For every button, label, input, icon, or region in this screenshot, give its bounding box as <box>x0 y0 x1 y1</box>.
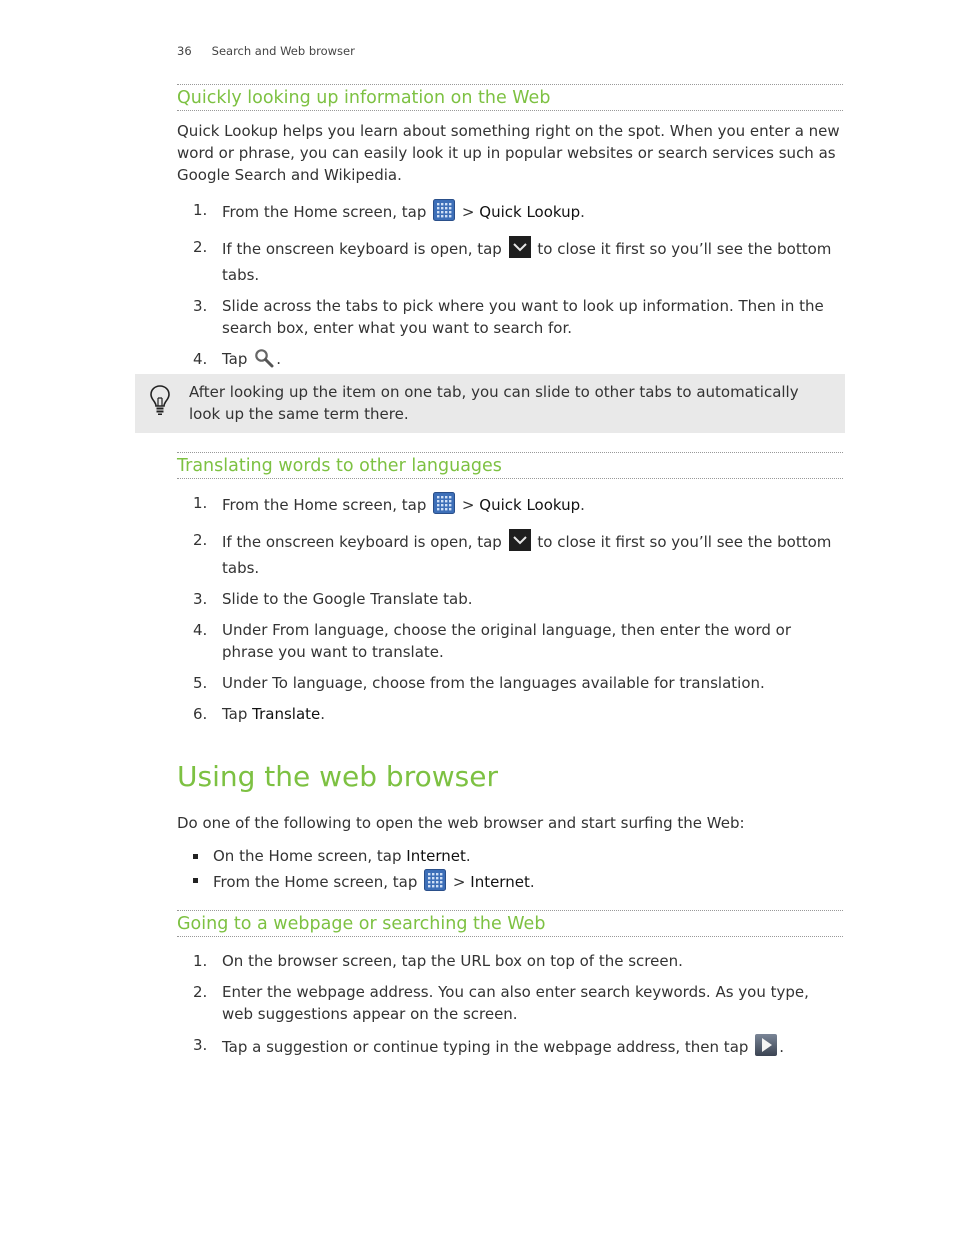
list-item: 3. Slide to the Google Translate tab. <box>193 590 473 608</box>
divider <box>177 84 843 85</box>
all-apps-icon <box>433 492 455 520</box>
keyboard-hide-icon <box>509 529 531 557</box>
page-number: 36 <box>177 44 192 58</box>
divider <box>177 936 843 937</box>
section-heading-quick-lookup: Quickly looking up information on the Web <box>177 88 551 108</box>
section-heading-goto: Going to a webpage or searching the Web <box>177 914 546 934</box>
all-apps-icon <box>433 199 455 227</box>
list-item: On the Home screen, tap Internet. <box>177 845 843 867</box>
list-item: 2. If the onscreen keyboard is open, tap to close it first so you’ll see the bottom tabs. <box>193 238 832 284</box>
search-icon <box>254 348 274 374</box>
list-item: 5. Under To language, choose from the languages available for translation. <box>193 674 765 692</box>
bullet-marker <box>193 854 198 859</box>
section-title: Search and Web browser <box>211 44 355 58</box>
divider <box>177 478 843 479</box>
list-item: 1. From the Home screen, tap > Quick Lookup. <box>177 492 843 520</box>
all-apps-icon <box>424 869 446 897</box>
list-item: 4. Tap . <box>177 348 843 374</box>
browser-intro: Do one of the following to open the web browser and start surfing the Web: <box>177 814 745 832</box>
list-item: 2. If the onscreen keyboard is open, tap to close it first so you’ll see the bottom tabs. <box>193 531 832 577</box>
bullet-marker <box>193 878 198 883</box>
list-item: 3. Tap a suggestion or continue typing in the webpage address, then tap . <box>177 1034 843 1062</box>
lightbulb-icon <box>149 384 171 420</box>
goto-steps <box>177 950 843 1071</box>
section-heading-translate: Translating words to other languages <box>177 456 502 476</box>
list-item: From the Home screen, tap > Internet. <box>177 869 843 897</box>
divider <box>177 910 843 911</box>
list-item: 1. From the Home screen, tap > Quick Lookup. <box>177 199 843 227</box>
chapter-title: Using the web browser <box>177 760 498 793</box>
page-header <box>177 44 355 58</box>
list-item: 6. Tap Translate. <box>193 705 326 723</box>
list-item: 3. Slide across the tabs to pick where you want to look up information. Then in the search box, enter what you want to search for. <box>193 297 824 337</box>
quick-lookup-intro: Quick Lookup helps you learn about something right on the spot. When you enter a new word or phrase, you can easily look it up in popular websites or search services such as Google Search and Wikipedia. <box>177 122 840 184</box>
translate-steps <box>177 492 843 734</box>
list-item: 1. On the browser screen, tap the URL box on top of the screen. <box>193 952 683 970</box>
tip-box <box>135 374 845 433</box>
keyboard-hide-icon <box>509 236 531 264</box>
list-item: 4. Under From language, choose the original language, then enter the word or phrase you want to translate. <box>193 621 792 661</box>
divider <box>177 452 843 453</box>
go-arrow-icon <box>755 1034 777 1062</box>
tip-text: After looking up the item on one tab, you can slide to other tabs to automatically look up the same term there. <box>189 383 799 423</box>
browser-options <box>177 845 843 899</box>
list-item: 2. Enter the webpage address. You can also enter search keywords. As you type, web suggestions appear on the screen. <box>193 983 809 1023</box>
quick-lookup-steps <box>177 199 843 383</box>
divider <box>177 110 843 111</box>
